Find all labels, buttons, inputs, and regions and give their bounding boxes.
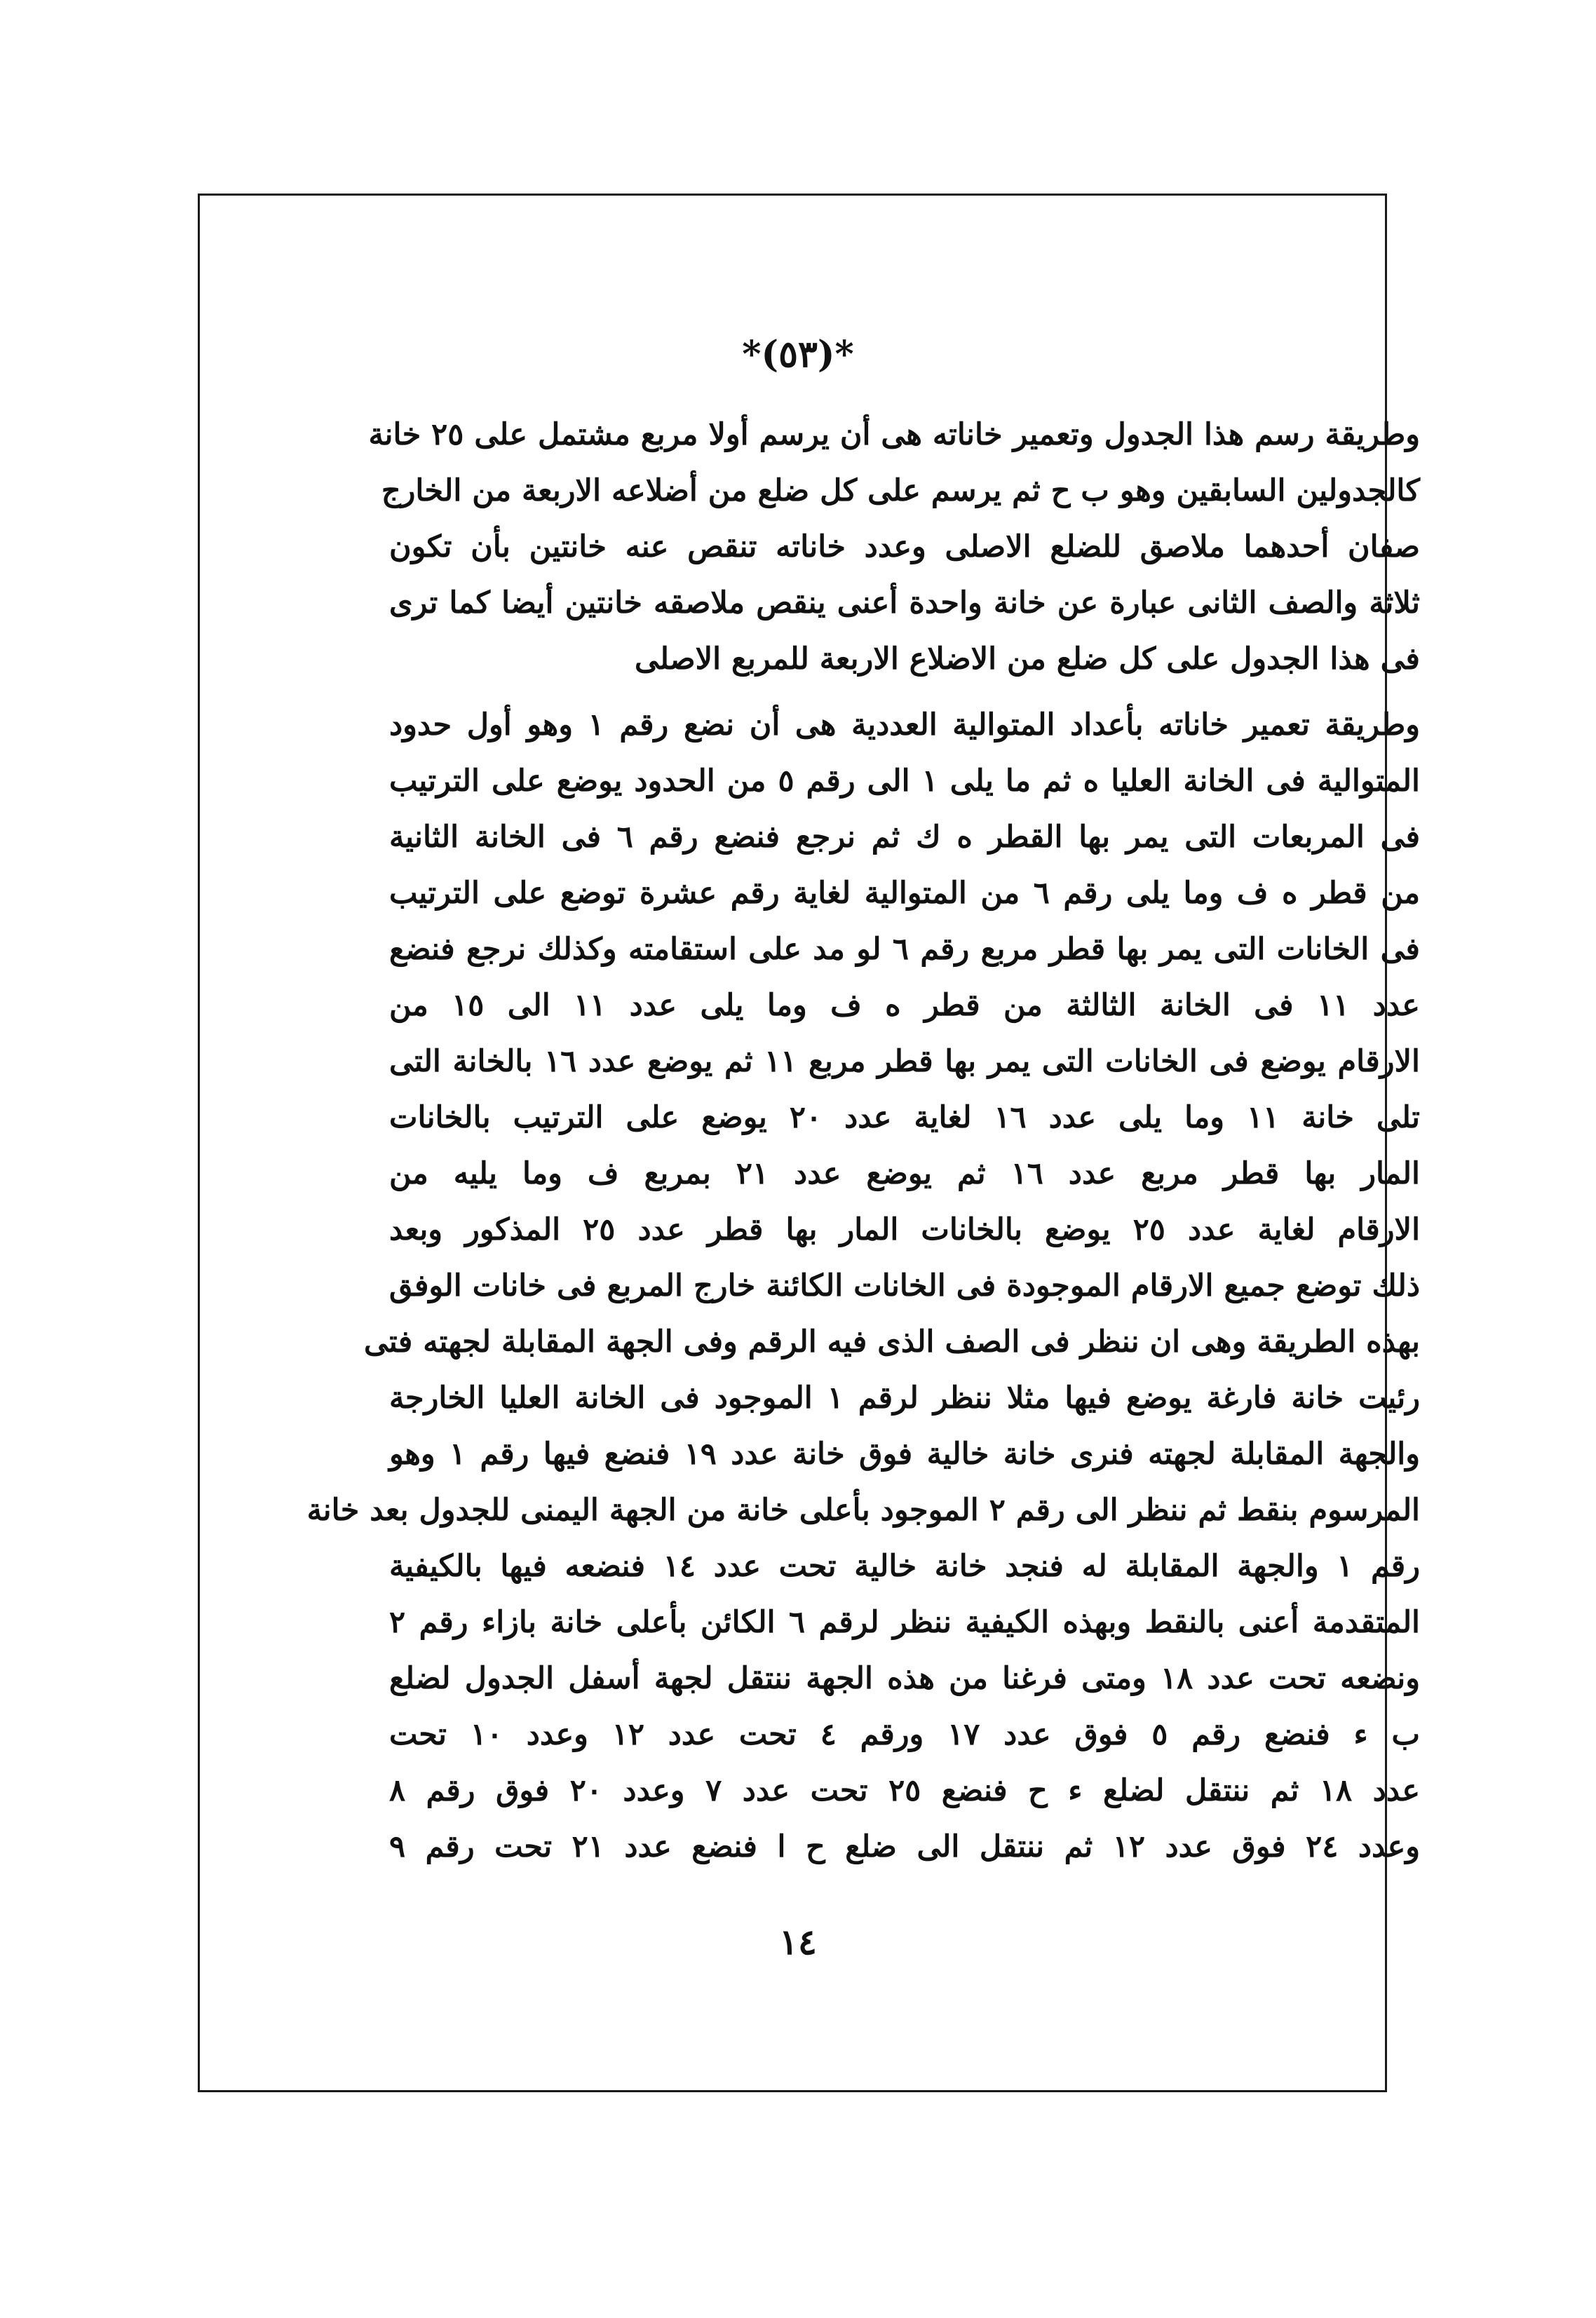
text-line: كالجدولين السابقين وهو ب ح ثم يرسم على كل ضلع من أضلاعه الاربعة من الخارج (381, 473, 1420, 508)
text-line: فى هذا الجدول على كل ضلع من الاضلاع الاربعة للمربع الاصلى (635, 642, 1420, 677)
text-line: من قطر ه ف وما يلى رقم ٦ من المتوالية لغاية رقم عشرة توضع على الترتيب (389, 876, 1420, 911)
text-line: تلى خانة ١١ وما يلى عدد ١٦ لغاية عدد ٢٠ يوضع على الترتيب بالخانات (389, 1100, 1420, 1135)
text-line: الارقام يوضع فى الخانات التى يمر بها قطر مربع ١١ ثم يوضع عدد ١٦ بالخانة التى (389, 1044, 1420, 1079)
text-line: المرسوم بنقط ثم ننظر الى رقم ٢ الموجود بأعلى خانة من الجهة اليمنى للجدول بعد خانة (306, 1493, 1420, 1528)
page-header: *(٥٣)* (742, 333, 854, 376)
text-line: ثلاثة والصف الثانى عبارة عن خانة واحدة أعنى ينقص ملاصقه خانتين أيضا كما ترى (389, 585, 1420, 621)
text-line: وعدد ٢٤ فوق عدد ١٢ ثم ننتقل الى ضلع ح ا فنضع عدد ٢١ تحت رقم ٩ (389, 1829, 1420, 1864)
paragraph-1 (368, 407, 1420, 687)
text-line: صفان أحدهما ملاصق للضلع الاصلى وعدد خاناته تنقص عنه خانتين بأن تكون (389, 529, 1420, 564)
text-line: فى المربعات التى يمر بها القطر ه ك ثم نرجع فنضع رقم ٦ فى الخانة الثانية (389, 820, 1420, 855)
text-line: المار بها قطر مربع عدد ١٦ ثم يوضع عدد ٢١ بمربع ف وما يليه من (389, 1156, 1420, 1191)
text-line: ذلك توضع جميع الارقام الموجودة فى الخانات الكائنة خارج المربع فى خانات الوفق (389, 1268, 1420, 1303)
text-line: رقم ١ والجهة المقابلة له فنجد خانة خالية تحت عدد ١٤ فنضعه فيها بالكيفية (389, 1549, 1420, 1584)
text-line: الارقام لغاية عدد ٢٥ يوضع بالخانات المار بها قطر عدد ٢٥ المذكور وبعد (389, 1212, 1421, 1247)
text-line: رئيت خانة فارغة يوضع فيها مثلا ننظر لرقم ١ الموجود فى الخانة العليا الخارجة (389, 1381, 1421, 1416)
text-line: المتقدمة أعنى بالنقط وبهذه الكيفية ننظر لرقم ٦ الكائن بأعلى خانة بازاء رقم ٢ (389, 1605, 1420, 1640)
text-line: المتوالية فى الخانة العليا ه ثم ما يلى ١ الى رقم ٥ من الحدود يوضع على الترتيب (389, 764, 1420, 799)
text-line: ونضعه تحت عدد ١٨ ومتى فرغنا من هذه الجهة ننتقل لجهة أسفل الجدول لضلع (389, 1661, 1420, 1696)
text-line: والجهة المقابلة لجهته فنرى خانة خالية فوق خانة عدد ١٩ فنضع فيها رقم ١ وهو (389, 1437, 1421, 1472)
page-number: ١٤ (779, 1921, 817, 1963)
body-text (306, 407, 1421, 1875)
text-line: وطريقة رسم هذا الجدول وتعمير خاناته هى أن يرسم أولا مربع مشتمل على ٢٥ خانة (368, 417, 1420, 452)
text-line: عدد ١٨ ثم ننتقل لضلع ء ح فنضع ٢٥ تحت عدد ٧ وعدد ٢٠ فوق رقم ٨ (389, 1773, 1420, 1808)
paragraph-2 (306, 697, 1421, 1875)
text-line: بهذه الطريقة وهى ان ننظر فى الصف الذى فيه الرقم وفى الجهة المقابلة لجهته فتى (363, 1324, 1420, 1360)
text-line: ب ء فنضع رقم ٥ فوق عدد ١٧ ورقم ٤ تحت عدد ١٢ وعدد ١٠ تحت (389, 1717, 1420, 1752)
text-line: فى الخانات التى يمر بها قطر مربع رقم ٦ لو مد على استقامته وكذلك نرجع فنضع (389, 932, 1420, 967)
text-line: وطريقة تعمير خاناته بأعداد المتوالية العددية هى أن نضع رقم ١ وهو أول حدود (389, 707, 1420, 743)
text-line: عدد ١١ فى الخانة الثالثة من قطر ه ف وما يلى عدد ١١ الى ١٥ من (389, 988, 1420, 1023)
